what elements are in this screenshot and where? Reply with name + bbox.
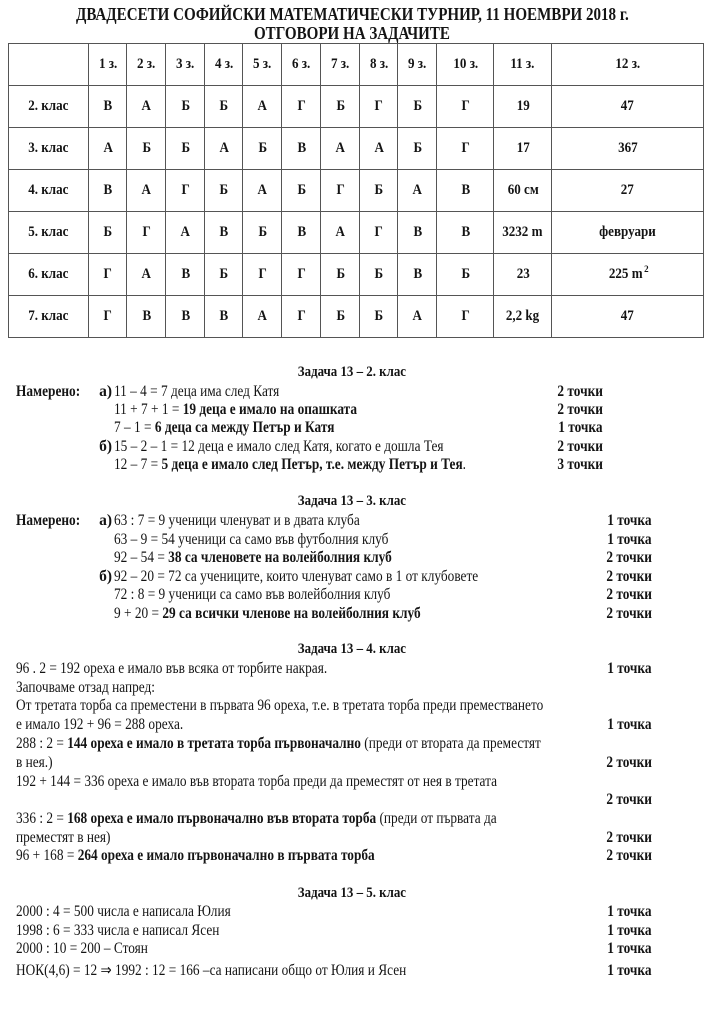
solution-plain: е имало 192 + 96 = 288 ореха.: [16, 716, 184, 733]
answer-cell: 17: [494, 128, 552, 170]
solution-bold: 38 са членовете на волейболния клуб: [168, 549, 392, 566]
points-text: 2 точки: [557, 438, 603, 455]
answer-cell: Г: [437, 86, 494, 128]
answer-cell: Б: [398, 86, 437, 128]
part-label: [99, 512, 112, 530]
solution-line: [114, 383, 306, 401]
header-cell: 7 з.: [321, 44, 360, 86]
solution-bold: 19 деца е имало на опашката: [182, 401, 358, 418]
solution-line-text: [16, 810, 497, 828]
document-subtitle: ОТГОВОРИ НА ЗАДАЧИТЕ: [253, 23, 450, 43]
points-text: 2 точки: [606, 829, 652, 846]
header-cell: [9, 44, 89, 86]
points-text: 2 точки: [606, 586, 652, 603]
answer-cell: 27: [552, 170, 704, 212]
points-label: [550, 456, 603, 474]
solution-line-text: [114, 456, 466, 474]
answer-cell: А: [243, 296, 282, 338]
solution-line-text: [16, 962, 406, 980]
solution-plain: 63 – 9 = 54 ученици са само във футболния клуб: [114, 531, 389, 548]
grade-cell: 2. клас: [9, 86, 89, 128]
points-label: [599, 549, 652, 567]
solution-line: [16, 903, 266, 921]
answer-cell: Б: [398, 128, 437, 170]
points-label: [599, 847, 652, 865]
answer-cell: Б: [321, 86, 360, 128]
solution-line-text: [16, 735, 541, 753]
solution-line-text: [16, 697, 543, 715]
solution-line-text: [114, 605, 421, 623]
solution-line-text: [114, 586, 390, 604]
points-label: [600, 962, 652, 980]
part-label-text: б): [99, 438, 112, 455]
found-label-text: Намерено:: [16, 383, 81, 400]
solution-line-text: [16, 940, 148, 958]
found-label: [16, 512, 91, 530]
solution-plain: 1998 : 6 = 333 числа е написал Ясен: [16, 922, 220, 939]
grade-cell: 7. клас: [9, 296, 89, 338]
points-label: [600, 940, 652, 958]
document-title: ДВАДЕСЕТИ СОФИЙСКИ МАТЕМАТИЧЕСКИ ТУРНИР, 11 НОЕМВРИ 2018 г.: [75, 4, 629, 24]
answer-cell: В: [398, 212, 437, 254]
solution-plain: 11 – 4 = 7 деца има след Катя: [114, 383, 280, 400]
answer-cell: Б: [127, 128, 166, 170]
solution-line: [114, 419, 370, 437]
points-text: 1 точка: [607, 903, 652, 920]
table-row: [9, 254, 704, 296]
answer-cell: В: [166, 254, 205, 296]
answer-cell: Б: [89, 212, 127, 254]
answer-cell: Б: [205, 170, 243, 212]
answer-cell: Б: [437, 254, 494, 296]
table-header-row: [9, 44, 704, 86]
solution-line: [16, 773, 575, 791]
solution-line-text: [16, 922, 219, 940]
solution-line: [114, 605, 471, 623]
solution-plain: преместят в нея): [16, 829, 111, 846]
points-label: [551, 419, 603, 437]
solution-plain: 2000 : 10 = 200 – Стоян: [16, 940, 148, 957]
points-label: [550, 401, 603, 419]
solution-line: [16, 660, 378, 678]
points-label: [600, 716, 652, 734]
answer-cell: 225 m $^2$: [552, 254, 704, 296]
solution-line: [16, 716, 210, 734]
answer-cell: А: [127, 170, 166, 212]
points-label: [600, 922, 652, 940]
points-text: 1 точка: [607, 660, 652, 677]
answer-cell: Г: [127, 212, 166, 254]
points-text: 2 точки: [606, 605, 652, 622]
answer-cell: 47: [552, 86, 704, 128]
points-text: 1 точка: [607, 940, 652, 957]
points-text: 1 точка: [607, 512, 652, 529]
points-label: [599, 791, 652, 809]
grade-cell: 3. клас: [9, 128, 89, 170]
section-title: [0, 493, 704, 510]
part-label: [99, 438, 112, 456]
points-text: 1 точка: [607, 716, 652, 733]
answer-cell: Б: [205, 254, 243, 296]
answer-cell: А: [243, 170, 282, 212]
solution-line-text: [16, 773, 497, 791]
section-title: [0, 885, 704, 902]
answer-cell: А: [127, 254, 166, 296]
solution-line: [16, 922, 252, 940]
answer-cell: Г: [89, 296, 127, 338]
solution-line-text: [16, 754, 53, 772]
solution-line: [16, 829, 126, 847]
solution-plain: 96 + 168 =: [16, 847, 78, 864]
answer-cell: Б: [321, 254, 360, 296]
answer-cell: В: [205, 296, 243, 338]
grade-cell: 6. клас: [9, 254, 89, 296]
header-cell: 6 з.: [282, 44, 321, 86]
answer-cell: А: [89, 128, 127, 170]
header-cell: 9 з.: [398, 44, 437, 86]
solution-line: [16, 847, 433, 865]
solution-line: [16, 940, 169, 958]
solution-line-text: [114, 401, 357, 419]
answer-cell: А: [321, 212, 360, 254]
points-text: 1 точка: [558, 419, 603, 436]
section-title-text: Задача 13 – 3. клас: [297, 493, 407, 509]
answer-cell: А: [398, 170, 437, 212]
solution-line-text: [114, 531, 388, 549]
solution-plain: 192 + 144 = 336 ореха е имало във втората торба преди да преместят от нея в третата: [16, 773, 498, 790]
header-cell: 11 з.: [494, 44, 552, 86]
solution-line-text: [16, 903, 231, 921]
solution-line: [114, 568, 537, 586]
answer-cell: февруари: [552, 212, 704, 254]
points-label: [599, 586, 652, 604]
points-label: [599, 568, 652, 586]
solution-line-text: [16, 660, 327, 678]
solution-bold: 144 ореха е имало в третата торба първоначално: [67, 735, 361, 752]
points-text: 2 точки: [606, 568, 652, 585]
answer-cell: Б: [321, 296, 360, 338]
points-label: [600, 512, 652, 530]
solution-plain: 2000 : 4 = 500 числа е написала Юлия: [16, 903, 231, 920]
header-cell: 5 з.: [243, 44, 282, 86]
answer-cell: Г: [243, 254, 282, 296]
solution-line-text: [114, 549, 392, 567]
part-label: [99, 568, 112, 586]
solution-plain: 11 + 7 + 1 =: [114, 401, 183, 418]
points-label: [599, 754, 652, 772]
solution-plain: 96 . 2 = 192 ореха е имало във всяка от торбите накрая.: [16, 660, 328, 677]
solution-bold: 264 ореха е имало първоначално в първата торба: [77, 847, 375, 864]
header-cell: 3 з.: [166, 44, 205, 86]
solution-line: [114, 531, 433, 549]
answer-cell: 47: [552, 296, 704, 338]
found-label-text: Намерено:: [16, 512, 81, 529]
answer-cell: Г: [437, 296, 494, 338]
points-text: 2 точки: [606, 791, 652, 808]
answer-cell: Б: [360, 296, 398, 338]
points-text: 1 точка: [607, 962, 652, 979]
answer-cell: Г: [321, 170, 360, 212]
table-row: [9, 170, 704, 212]
solution-line: [16, 962, 470, 980]
solution-plain: 9 + 20 =: [114, 605, 163, 622]
solution-bold: 5 деца е имало след Петър, т.е. между Петър и Тея: [161, 456, 463, 473]
section-title: [0, 364, 704, 381]
header-cell: 4 з.: [205, 44, 243, 86]
solution-plain: 12 – 7 =: [114, 456, 162, 473]
answer-cell: В: [89, 86, 127, 128]
solution-plain: в нея.): [16, 754, 53, 771]
solution-plain: От третата торба са преместени в първата 96 ореха, т.е. в третата торба преди преместването: [16, 697, 544, 714]
answer-cell: 2,2 kg: [494, 296, 552, 338]
answer-cell: Б: [166, 86, 205, 128]
solution-plain: Започваме отзад напред:: [16, 679, 155, 696]
answer-cell: В: [282, 128, 321, 170]
solution-bold: 168 ореха е имало първоначално във втората торба: [67, 810, 377, 827]
answer-cell: Б: [166, 128, 205, 170]
superscript: 2: [644, 264, 649, 274]
solution-line-text: [16, 847, 375, 865]
points-label: [599, 605, 652, 623]
answer-cell: А: [166, 212, 205, 254]
points-text: 2 точки: [606, 549, 652, 566]
solution-line: [16, 679, 178, 697]
answers-table: [8, 43, 704, 338]
answer-cell: Г: [360, 212, 398, 254]
part-label-text: б): [99, 568, 112, 585]
table-row: [9, 212, 704, 254]
solution-plain: 63 : 7 = 9 ученици членуват и в двата клуба: [114, 512, 360, 529]
solution-line-text: [114, 512, 360, 530]
solution-line: [114, 401, 397, 419]
section-title-text: Задача 13 – 4. клас: [297, 641, 407, 657]
answer-cell: А: [243, 86, 282, 128]
table-row: [9, 128, 704, 170]
points-label: [600, 531, 652, 549]
solution-line-text: [16, 716, 183, 734]
answer-cell: В: [205, 212, 243, 254]
points-label: [600, 903, 652, 921]
answer-cell: Г: [437, 128, 494, 170]
header-cell: 2 з.: [127, 44, 166, 86]
table-row: [9, 296, 704, 338]
solution-line: [16, 810, 575, 828]
answer-cell: Б: [205, 86, 243, 128]
part-label-text: а): [99, 512, 112, 529]
answer-cell: 23: [494, 254, 552, 296]
solution-line: [16, 697, 629, 715]
solution-line: [114, 456, 523, 474]
section-title: [0, 641, 704, 658]
solution-tail: .: [462, 456, 466, 473]
answer-cell: Г: [89, 254, 127, 296]
solution-line: [16, 754, 59, 772]
points-label: [600, 660, 652, 678]
solution-line-text: [114, 383, 279, 401]
answer-cell: В: [89, 170, 127, 212]
solution-line-text: [114, 438, 444, 456]
answer-rows: [9, 86, 704, 338]
solution-plain: 92 – 54 =: [114, 549, 169, 566]
points-label: [550, 438, 603, 456]
answer-cell: 60 см: [494, 170, 552, 212]
answer-cell: В: [437, 170, 494, 212]
points-text: 2 точки: [606, 754, 652, 771]
points-text: 1 точка: [607, 922, 652, 939]
solution-plain: 92 – 20 = 72 са учениците, които членуват само в 1 от клубовете: [114, 568, 479, 585]
answer-cell: Г: [360, 86, 398, 128]
header-cell: 12 з.: [552, 44, 704, 86]
grade-cell: 5. клас: [9, 212, 89, 254]
points-text: 2 точки: [557, 383, 603, 400]
answer-cell: В: [166, 296, 205, 338]
solution-plain: НОК(4,6) = 12 ⇒ 1992 : 12 = 166 –са написани общо от Юлия и Ясен: [16, 962, 407, 979]
header-cell: 1 з.: [89, 44, 127, 86]
header-cell: 8 з.: [360, 44, 398, 86]
answer-cell: Г: [282, 86, 321, 128]
solution-tail: (преди от първата да: [376, 810, 497, 827]
section-title-text: Задача 13 – 5. клас: [297, 885, 407, 901]
answer-cell: А: [360, 128, 398, 170]
answer-cell: 3232 m: [494, 212, 552, 254]
answer-cell: А: [127, 86, 166, 128]
section-title-text: Задача 13 – 2. клас: [297, 364, 407, 380]
answer-cell: Б: [360, 170, 398, 212]
points-label: [550, 383, 603, 401]
answer-cell: В: [437, 212, 494, 254]
solution-tail: (преди от втората да преместят: [360, 735, 541, 752]
solution-plain: 288 : 2 =: [16, 735, 68, 752]
answer-cell: В: [398, 254, 437, 296]
answer-cell: Г: [282, 296, 321, 338]
points-text: 2 точки: [557, 401, 603, 418]
answer-cell: Б: [360, 254, 398, 296]
solution-plain: 15 – 2 – 1 = 12 деца е имало след Катя, когато е дошла Тея: [114, 438, 444, 455]
solution-line-text: [16, 679, 155, 697]
points-text: 1 точка: [607, 531, 652, 548]
answer-cell: 19: [494, 86, 552, 128]
solution-bold: 6 деца са между Петър и Катя: [154, 419, 335, 436]
solution-line-text: [114, 568, 478, 586]
solution-bold: 29 са всички членове на волейболния клуб: [162, 605, 421, 622]
solution-line: [114, 438, 497, 456]
solution-plain: 7 – 1 =: [114, 419, 155, 436]
grade-cell: 4. клас: [9, 170, 89, 212]
found-label: [16, 383, 91, 401]
solution-line: [114, 549, 437, 567]
answer-cell: Г: [166, 170, 205, 212]
solution-line-text: [16, 829, 111, 847]
answer-cell: Г: [282, 254, 321, 296]
points-text: 2 точки: [606, 847, 652, 864]
points-label: [599, 829, 652, 847]
answer-cell: А: [398, 296, 437, 338]
solution-line: [114, 512, 400, 530]
solution-plain: 336 : 2 =: [16, 810, 68, 827]
table-row: [9, 86, 704, 128]
answer-cell: В: [282, 212, 321, 254]
part-label-text: а): [99, 383, 112, 400]
answer-cell: В: [127, 296, 166, 338]
solution-line: [16, 735, 626, 753]
points-text: 3 точки: [557, 456, 603, 473]
answer-cell: Б: [243, 212, 282, 254]
answer-cell: А: [205, 128, 243, 170]
answer-cell: 367: [552, 128, 704, 170]
solution-line-text: [114, 419, 334, 437]
answer-cell: Б: [243, 128, 282, 170]
part-label: [99, 383, 112, 401]
header-cell: 10 з.: [437, 44, 494, 86]
solution-line: [114, 586, 435, 604]
answer-cell: Б: [282, 170, 321, 212]
answer-cell: А: [321, 128, 360, 170]
solution-plain: 72 : 8 = 9 ученици са само във волейболния клуб: [114, 586, 391, 603]
